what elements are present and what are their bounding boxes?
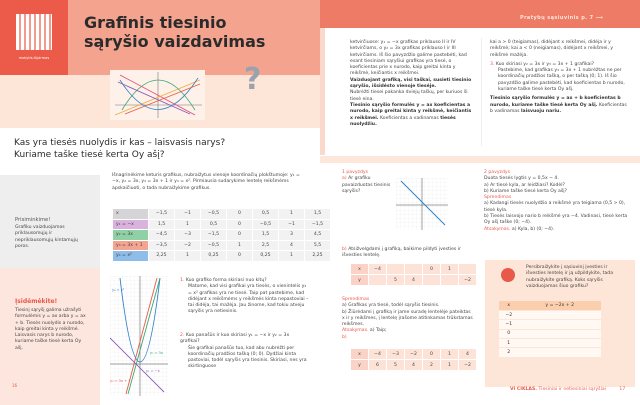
- x-cell: 0: [499, 329, 519, 338]
- task-table: [499, 301, 601, 358]
- table-cell: 1,5: [253, 230, 279, 241]
- note-title: Įsidėmėkite!: [15, 298, 58, 305]
- table-cell: 0: [227, 230, 253, 241]
- example-1: 1 pavyzdys a) Ar grafiku pavaizduotas tiesinis sąryšis?: [342, 170, 391, 194]
- table-cell: 5: [387, 275, 405, 286]
- table-cell: −2: [405, 349, 423, 360]
- table-cell: 0,25: [201, 251, 227, 262]
- table-cell: 0: [423, 349, 441, 360]
- example-2: 2 pavyzdys Duota tiesės lygtis y = 0,5x − 4. a) Ar tiesė kyla, ar leidžiasi? Kodėl? b) Kuriame taške tiesė kerta Oy ašį? Sprendimas a) Kadangi tiesės nuolydžio a reikšmė yra teigiama (0,5 > 0), tiesė kyla. b) Tiesės laisvojo nario b reikšmė yra −4. Vadinasi, tiesė kerta Oy ašį taške (0; −4). Atsakymas. a) Kyla, b) (0; −4).: [484, 170, 628, 232]
- table-cell: 1: [175, 219, 201, 230]
- table-cell: 0,5: [201, 219, 227, 230]
- values-table: [112, 208, 331, 262]
- table-cell: 4: [405, 275, 423, 286]
- table-cell: 1,5: [305, 209, 331, 220]
- row-label: y₃ = 3x + 1: [113, 240, 149, 251]
- table-cell: −1,5: [149, 209, 175, 220]
- row-label: y₄ = x²: [113, 251, 149, 262]
- table-cell: 1: [441, 360, 459, 371]
- example-1-answer-table: [350, 348, 477, 371]
- table-cell: 2,25: [149, 251, 175, 262]
- table-cell: [441, 275, 459, 286]
- example-1-table: [350, 263, 477, 286]
- x-cell: −1: [499, 320, 519, 329]
- remember-title: Prisiminkime!: [15, 217, 51, 223]
- table-cell: [369, 275, 387, 286]
- table-cell: 0: [227, 209, 253, 220]
- table-row: [113, 230, 331, 241]
- table-cell: [423, 275, 441, 286]
- table-cell: −2: [459, 275, 477, 286]
- table-cell: 0: [423, 264, 441, 275]
- table-row: [113, 219, 331, 230]
- table-cell: 4: [279, 240, 305, 251]
- table-cell: [387, 264, 405, 275]
- table-cell: 3: [279, 230, 305, 241]
- table-cell: 4: [459, 349, 477, 360]
- y-cell[interactable]: [519, 310, 602, 319]
- table-cell: [405, 264, 423, 275]
- y-cell[interactable]: [519, 339, 602, 348]
- table-cell: 2: [423, 360, 441, 371]
- table-cell: −0,5: [253, 219, 279, 230]
- example-1-solution: Sprendimas a) Grafikas yra tiesė, todėl sąryšis tiesinis. b) Žiūrėdami į grafiką ir jame suradę lentelėje pateiktas x ir y reikšmes, į lentelę įrašome atitinkamas trūkstamas reikšmes. Atsakymas. a) Taip; b): [342, 297, 473, 340]
- table-cell: 1: [227, 240, 253, 251]
- remember-box: [0, 175, 100, 268]
- col-x: x: [499, 301, 519, 310]
- table-cell: 2,5: [253, 240, 279, 251]
- table-cell: 2,25: [305, 251, 331, 262]
- table-cell: −1,5: [305, 219, 331, 230]
- table-row: [499, 310, 601, 319]
- table-row: [499, 329, 601, 338]
- row-label: y₁ = −x: [113, 219, 149, 230]
- table-row: [113, 251, 331, 262]
- table-cell: 0,25: [253, 251, 279, 262]
- label-y4: y₄ = x²: [112, 288, 125, 292]
- table-cell: 1: [279, 251, 305, 262]
- page-title: Grafinis tiesinio sąryšio vaizdavimas: [84, 13, 266, 51]
- remember-text: Grafiku vaizduojamos priklausomųjų ir nepriklausomųjų kintamųjų poros.: [15, 225, 78, 249]
- table-cell: 0: [227, 219, 253, 230]
- col-y: y = −2x + 2: [519, 301, 602, 310]
- qr-caption: mokytis.lt/pirmas: [18, 56, 50, 60]
- table-cell: 4,5: [305, 230, 331, 241]
- task-icon: [501, 268, 515, 282]
- table-row: [499, 320, 601, 329]
- table-cell: 1: [279, 209, 305, 220]
- question-mark-icon: ?: [244, 62, 262, 97]
- table-cell: x: [351, 264, 369, 275]
- y-cell[interactable]: [519, 329, 602, 338]
- x-cell: 2: [499, 348, 519, 357]
- label-y1: y₁ = −x: [146, 369, 160, 373]
- table-cell: x: [351, 349, 369, 360]
- x-cell: −2: [499, 310, 519, 319]
- table-cell: 0: [227, 251, 253, 262]
- table-cell: [459, 264, 477, 275]
- label-y2: y₂ = 3x: [150, 351, 163, 355]
- note-box: [0, 268, 100, 405]
- y-cell[interactable]: [519, 320, 602, 329]
- table-row: [113, 209, 331, 220]
- question-1: 1. Kuo grafiko forma skiriasi nuo kitų? Matome, kad visi grafikai yra tiesės, o vienintelis y₄ = x² grafikas yra ne tiesė. Taip pat pastebime, kad didėjant x reikšmėms y reikšmės kinta nepastoviai – tai didėja, tai mažėja. Jau žinome, kad tokiu atveju sąryšis yra netiesinis.: [180, 278, 309, 315]
- functions-graph: [110, 276, 168, 396]
- footer: VI CIKLAS. Tiesiniai ir netiesiniai sąryšiai 17: [510, 387, 626, 392]
- question-2: 2. Kuo panašūs ir kuo skiriasi y₁ = −x ir y₂ = 3x grafikai? Šie grafikai panašūs tuo, kad abu nubrėžti per koordinačių pradžios tašką (0; 0). Dydžiai kinta pastoviai, todėl sąryšis yra tiesinis. Skiriasi, nes yra skirtinguose: [180, 333, 307, 370]
- section-question: Kas yra tiesės nuolydis ir kas – laisvasis narys? Kuriame taške tiesė kerta Oy ašį?: [14, 138, 226, 160]
- table-cell: −3: [175, 230, 201, 241]
- table-cell: −0,5: [201, 240, 227, 251]
- table-row: [499, 339, 601, 348]
- table-cell: 1: [441, 264, 459, 275]
- example-1-b: b) Atsižvelgdami į grafiką, baikime pildyti įvesties ir išvesties lentelę.: [342, 247, 461, 259]
- header-graph-illustration: [110, 70, 205, 120]
- intro-text: Išnagrinėkime keturis grafikus, nubraižytus vienoje koordinačių plokštumoje: y₁ = −x, y₂ = 3x, y₃ = 3x + 1 ir y₄ = x². Pirmiausia sudarykime lentelę reikšmėms apskaičiuoti, o tada nubraižykime grafikus.: [112, 173, 300, 191]
- table-cell: −3,5: [149, 240, 175, 251]
- table-cell: −2: [459, 360, 477, 371]
- table-cell: −4: [369, 264, 387, 275]
- theory-col-1: ketvirčiuose: y₁ = −x grafikas priklauso II ir IV ketvirčiams, o y₂ = 3x grafikas priklauso I ir III ketvirčiams. Iš šio pavyzdžio galime pastebėti, kad esant tiesiniam sąryšiui grafikas yra tiesė, o koeficientas prie x nurodo, kaip greitai kinta y reikšmė, keičiantis x reikšmei. Vaizduojant grafiką, visi taškai, susieti tiesinio sąryšio, išsidėsto vienoje tiesėje. Nubrėžti tiesei pakanka dviejų taškų, per kuriuos ši tiesė eina. Tiesinio sąryšio formulės y = ax koeficientas a nurodo, kaip greitai kinta y reikšmė, keičiantis x reikšmei. Koeficientas a vadinamas tiesės nuolydžiu.: [350, 40, 472, 127]
- note-text: Tiesinį sąryšį galima užrašyti formulėmis y = ax arba y = ax + b. Tiesės nuolydis a nurodo, kaip greitai kinta y reikšmė. Laisvasis narys b nurodo, kuriame taške tiesė kerta Oy ašį.: [15, 308, 86, 351]
- example-1-graph: [396, 178, 448, 230]
- table-cell: −3: [387, 349, 405, 360]
- workbook-link[interactable]: Pratybų sąsiuvinis p. 7 ⟶: [520, 15, 604, 21]
- table-cell: −4: [369, 349, 387, 360]
- table-cell: 0,5: [253, 209, 279, 220]
- task-text: Persibraižykite į sąsiuvinį įvesties ir išvesties lentelę ir ją užpildykite, tada nubraižykite grafiką. Koks sąryšis vaizduojamas šiuo grafiku?: [526, 265, 614, 289]
- y-cell[interactable]: [519, 348, 602, 357]
- task-box: [485, 260, 635, 387]
- qr-panel: [0, 0, 68, 75]
- arrow-right-icon: ⟶: [595, 15, 604, 21]
- table-row: [113, 240, 331, 251]
- x-cell: 1: [499, 339, 519, 348]
- table-cell: −1: [279, 219, 305, 230]
- row-label: x: [113, 209, 149, 220]
- table-cell: 6: [369, 360, 387, 371]
- table-cell: −1: [175, 209, 201, 220]
- table-row: [351, 275, 477, 286]
- qr-code-icon[interactable]: [16, 14, 52, 50]
- table-row: [351, 264, 477, 275]
- table-cell: 5,5: [305, 240, 331, 251]
- page-number: 16: [12, 383, 18, 388]
- table-cell: −2: [175, 240, 201, 251]
- table-cell: 1: [175, 251, 201, 262]
- table-cell: 1,5: [149, 219, 175, 230]
- header-band: [320, 0, 640, 28]
- table-cell: 4: [405, 360, 423, 371]
- column-divider: [481, 38, 482, 146]
- table-row: [351, 360, 477, 371]
- table-cell: −4,5: [149, 230, 175, 241]
- table-cell: −0,5: [201, 209, 227, 220]
- theory-col-2: kai a > 0 (teigiamas), didėjant x reikšmei, didėja ir y reikšmė; kai a < 0 (neigiamas), didėjant x reikšmei, y reikšmė mažėja. 3. Kuo skiriasi y₂ = 3x ir y₃ = 3x + 1 grafikai? Pastebime, kad grafikas y₃ = 3x + 1 nubrėžtas ne per koordinačių pradžios tašką, o per tašką (0; 1). Iš šio pavyzdžio galime pastebėti, kad koeficientas b nurodo, kuriame taške tiesė kerta Oy ašį. Tiesinio sąryšio formulės y = ax + b koeficientas b nurodo, kuriame taške tiesė kerta Oy ašį. Koeficientas b vadinamas laisvuoju nariu.: [490, 40, 627, 114]
- table-cell: 5: [387, 360, 405, 371]
- table-row: [499, 348, 601, 357]
- table-cell: 1: [441, 349, 459, 360]
- table-cell: y: [351, 360, 369, 371]
- table-row: [351, 349, 477, 360]
- label-y3: y₃ = 3x + 1: [110, 379, 131, 383]
- table-cell: y: [351, 275, 369, 286]
- table-cell: −1,5: [201, 230, 227, 241]
- row-label: y₂ = 3x: [113, 230, 149, 241]
- section-divider: [320, 156, 640, 163]
